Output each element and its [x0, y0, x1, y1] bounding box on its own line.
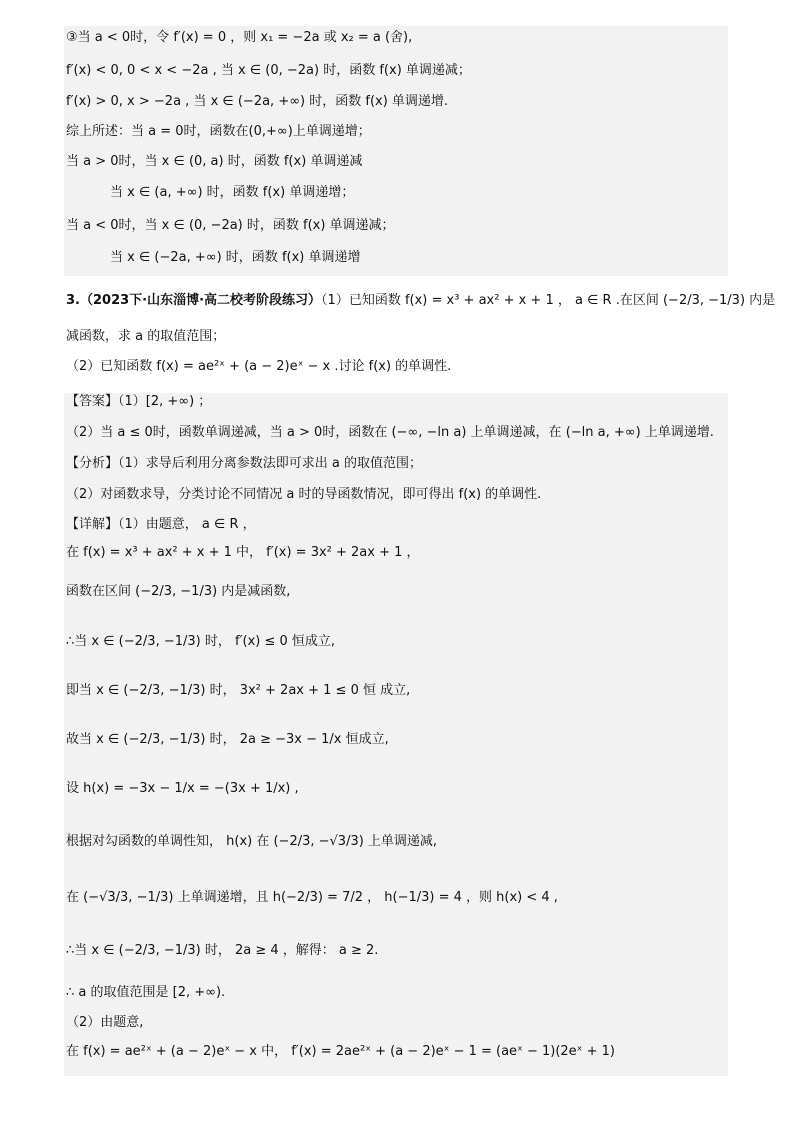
- analysis-line-1: 【分析】（1）求导后利用分离参数法即可求出 a 的取值范围；: [66, 456, 423, 471]
- analysis-line-2: （2）对函数求导，分类讨论不同情况 a 时的导函数情况，即可得出 f(x) 的单调性.: [66, 487, 542, 502]
- detail-line-9: 在 (−√3/3, −1/3) 上单调递增，且 h(−2/3) = 7/2 ， h(−1/3) = 4 ，则 h(x) < 4 ,: [66, 890, 558, 905]
- detail-line-8: 根据对勾函数的单调性知， h(x) 在 (−2/3, −√3/3) 上单调递减,: [66, 834, 438, 849]
- top-box-line-8: 当 x ∈ (−2a, +∞) 时，函数 f(x) 单调递增: [110, 250, 361, 265]
- top-box-line-3: f′(x) > 0, x > −2a , 当 x ∈ (−2a, +∞) 时，函数 f(x) 单调递增.: [66, 94, 449, 109]
- answer-part2-line: （2）当 a ≤ 0时，函数单调递减，当 a > 0时，函数在 (−∞, −ln a) 上单调递减，在 (−ln a, +∞) 上单调递增.: [66, 425, 714, 440]
- detail-line-7: 设 h(x) = −3x − 1/x = −(3x + 1/x) ,: [66, 781, 299, 796]
- detail-line-13: 在 f(x) = ae²ˣ + (a − 2)eˣ − x 中， f′(x) = 2ae²ˣ + (a − 2)eˣ − 1 = (aeˣ − 1)(2eˣ + 1): [66, 1044, 615, 1059]
- question-header: [66, 292, 775, 310]
- detail-line-12: （2）由题意,: [66, 1015, 144, 1030]
- question-part2: （2）已知函数 f(x) = ae²ˣ + (a − 2)eˣ − x .讨论 f(x) 的单调性.: [66, 359, 452, 374]
- answer-line: 【答案】（1）[2, +∞) ；: [66, 394, 212, 409]
- detail-line-6: 故当 x ∈ (−2/3, −1/3) 时， 2a ≥ −3x − 1/x 恒成立,: [66, 732, 389, 747]
- question-part1-line2: 减函数，求 a 的取值范围；: [66, 329, 226, 344]
- top-box-line-6: 当 x ∈ (a, +∞) 时，函数 f(x) 单调递增；: [110, 185, 355, 200]
- top-box-line-5: 当 a > 0时，当 x ∈ (0, a) 时，函数 f(x) 单调递减: [66, 154, 363, 169]
- detail-line-10: ∴当 x ∈ (−2/3, −1/3) 时， 2a ≥ 4 ，解得： a ≥ 2.: [66, 943, 379, 958]
- top-box-line-4: 综上所述：当 a = 0时，函数在(0,+∞)上单调递增；: [66, 124, 371, 139]
- top-box-line-7: 当 a < 0时，当 x ∈ (0, −2a) 时，函数 f(x) 单调递减；: [66, 218, 395, 233]
- question-source: （2023下·山东淄博·高二校考阶段练习）: [79, 293, 322, 308]
- top-box-line-1: ③当 a < 0时，令 f′(x) = 0 ，则 x₁ = −2a 或 x₂ = a (舍),: [66, 30, 413, 45]
- detail-line-2: 在 f(x) = x³ + ax² + x + 1 中， f′(x) = 3x² + 2ax + 1 ，: [66, 545, 420, 560]
- detail-line-4: ∴当 x ∈ (−2/3, −1/3) 时， f′(x) ≤ 0 恒成立,: [66, 634, 336, 649]
- detail-line-5: 即当 x ∈ (−2/3, −1/3) 时， 3x² + 2ax + 1 ≤ 0 恒 成立,: [66, 683, 411, 698]
- detail-line-1: 【详解】（1）由题意， a ∈ R ，: [66, 517, 256, 532]
- question-part1-line1: （1）已知函数 f(x) = x³ + ax² + x + 1 ， a ∈ R .在区间 (−2/3, −1/3) 内是: [321, 293, 776, 308]
- detail-line-11: ∴ a 的取值范围是 [2, +∞).: [66, 985, 226, 1000]
- detail-line-3: 函数在区间 (−2/3, −1/3) 内是减函数,: [66, 584, 291, 599]
- top-box-line-2: f′(x) < 0, 0 < x < −2a , 当 x ∈ (0, −2a) 时，函数 f(x) 单调递减；: [66, 63, 471, 78]
- question-number: 3.: [66, 293, 80, 308]
